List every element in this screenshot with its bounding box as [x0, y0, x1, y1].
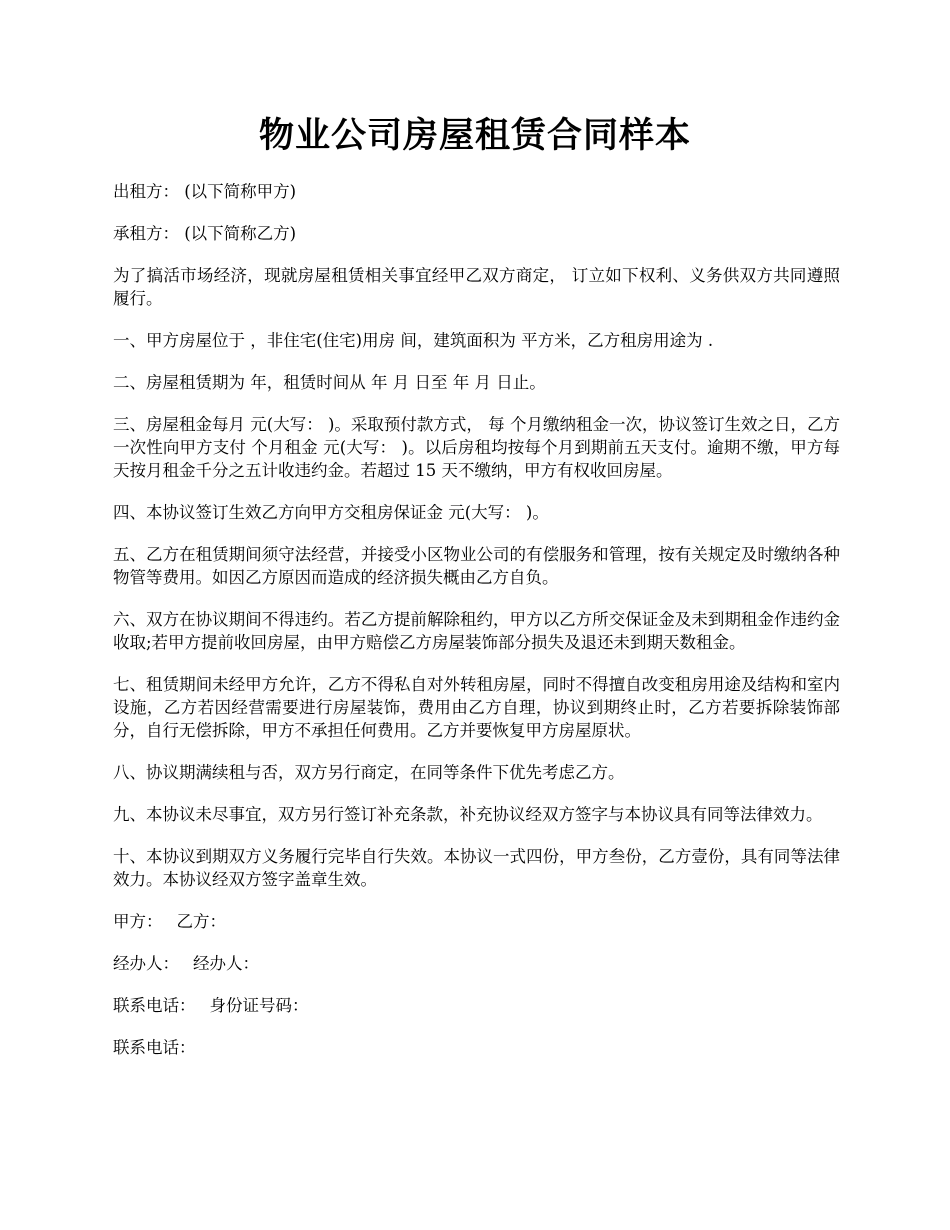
clause-2: 二、房屋租赁期为 年，租赁时间从 年 月 日至 年 月 日止。 [113, 373, 546, 392]
signature-parties [113, 910, 840, 933]
clause-3: 三、房屋租金每月 元(大写： )。采取预付款方式， 每 个月缴纳租金一次，协议签订生效之日，乙方一次性向甲方支付 个月租金 元(大写： )。以后房租均按每个月到期前五天支付。逾期不缴，甲方每天按月租金千分之五计收违约金。若超过 15 天不缴纳，甲方有权收回房屋。 [113, 415, 840, 480]
clause-8: 八、协议期满续租与否，双方另行商定，在同等条件下优先考虑乙方。 [113, 763, 625, 782]
phone-b-label: 联系电话： [113, 1038, 196, 1057]
party-a-label: 甲方： [113, 912, 163, 931]
clause-6: 六、双方在协议期间不得违约。若乙方提前解除租约，甲方以乙方所交保证金及未到期租金作违约金收取;若甲方提前收回房屋，由甲方赔偿乙方房屋装饰部分损失及退还未到期天数租金。 [113, 610, 840, 652]
phone-a-label: 联系电话： [113, 996, 196, 1015]
paragraph-lessee: 承租方： (以下简称乙方) [113, 224, 297, 243]
document-title: 物业公司房屋租赁合同样本 [258, 115, 691, 156]
signature-contact-2 [113, 1036, 840, 1059]
clause-9: 九、本协议未尽事宜，双方另行签订补充条款，补充协议经双方签字与本协议具有同等法律效力。 [113, 805, 823, 824]
signature-contact [113, 994, 840, 1017]
signature-agents [113, 952, 840, 975]
paragraph-lessor: 出租方： (以下简称甲方) [113, 182, 297, 201]
agent-b-label: 经办人： [193, 954, 259, 973]
clause-5: 五、乙方在租赁期间须守法经营，并接受小区物业公司的有偿服务和管理，按有关规定及时缴纳各种物管等费用。如因乙方原因而造成的经济损失概由乙方自负。 [113, 545, 840, 587]
id-number-label: 身份证号码： [209, 996, 309, 1015]
document-body [113, 180, 840, 1078]
party-b-label: 乙方： [176, 912, 226, 931]
clause-10: 十、本协议到期双方义务履行完毕自行失效。本协议一式四份，甲方叁份，乙方壹份，具有同等法律效力。本协议经双方签字盖章生效。 [113, 847, 840, 889]
clause-7: 七、租赁期间未经甲方允许，乙方不得私自对外转租房屋，同时不得擅自改变租房用途及结构和室内设施，乙方若因经营需要进行房屋装饰，费用由乙方自理，协议到期终止时，乙方若要拆除装饰部分，自行无偿拆除，甲方不承担任何费用。乙方并要恢复甲方房屋原状。 [113, 675, 840, 740]
paragraph-preamble: 为了搞活市场经济，现就房屋租赁相关事宜经甲乙双方商定， 订立如下权利、义务供双方共同遵照履行。 [113, 266, 840, 308]
clause-4: 四、本协议签订生效乙方向甲方交租房保证金 元(大写： )。 [113, 503, 549, 522]
agent-a-label: 经办人： [113, 954, 179, 973]
clause-1: 一、甲方房屋位于 ，非住宅(住宅)用房 间，建筑面积为 平方米，乙方租房用途为 . [113, 331, 714, 350]
